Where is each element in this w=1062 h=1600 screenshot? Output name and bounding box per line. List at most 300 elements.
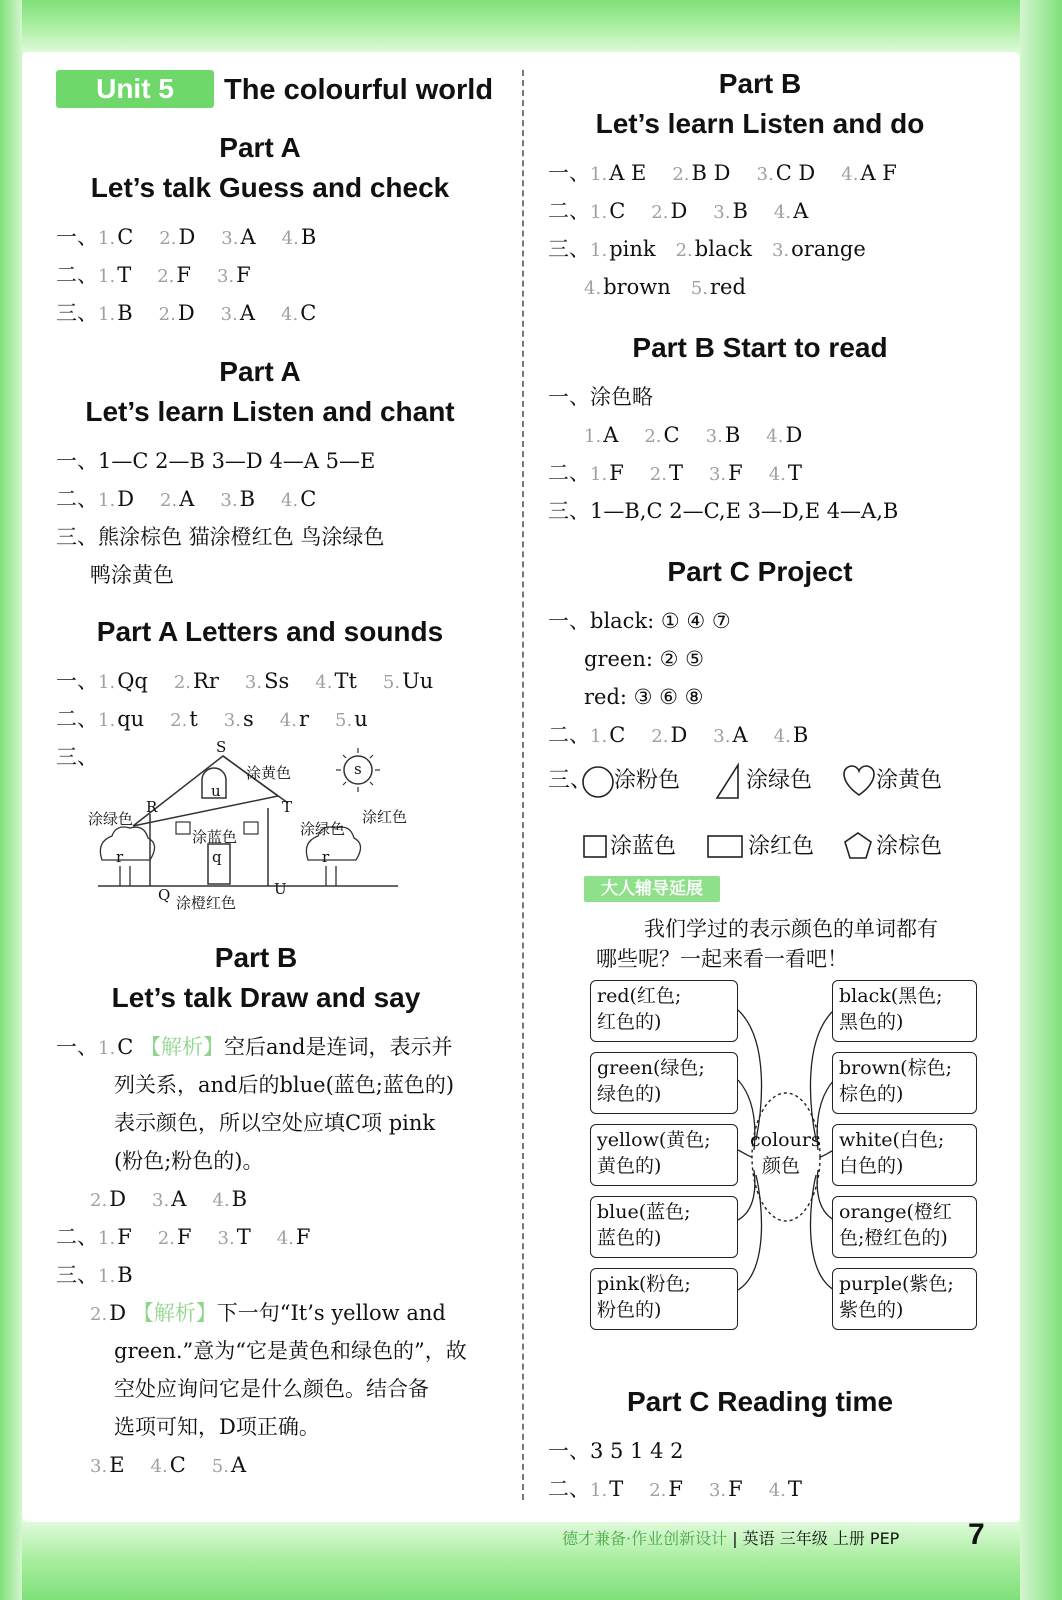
item-number: 4. [276, 1228, 294, 1249]
mindmap-center: 颜色 [762, 1155, 801, 1177]
section-heading: Part C Project [667, 556, 853, 587]
answer-item [221, 225, 255, 249]
item-number: 3. [713, 202, 731, 223]
answer-item [841, 161, 897, 185]
item-number: 1. [98, 304, 116, 325]
item-number: 3. [244, 672, 263, 693]
item-answer: qu [117, 707, 145, 731]
item-number: 2. [651, 726, 669, 747]
item-number: 1. [584, 426, 602, 447]
item-number: 1. [98, 672, 116, 693]
item-answer: A E [609, 161, 647, 185]
answer-line: 表示颜色，所以空处应填C项 pink [114, 1111, 436, 1135]
answer-line: 二、1.T 2.F 3.F [56, 263, 251, 287]
answer-item [706, 423, 741, 447]
item-answer: C [663, 423, 680, 447]
answer-item [769, 461, 802, 485]
item-answer: F [176, 1225, 192, 1249]
shape-color-label: 涂黄色 [876, 768, 943, 793]
picture-label: q [212, 848, 222, 866]
item-answer: T [668, 461, 683, 485]
colour-word-box: brown(棕色; 棕色的) [832, 1052, 977, 1114]
answer-item [170, 707, 198, 731]
answer-line: 三、 [56, 745, 98, 769]
item-number: 4. [281, 228, 299, 249]
answer-line: 一、black: ① ④ ⑦ [548, 609, 731, 633]
section-subheading: Let’s talk Guess and check [90, 172, 450, 203]
item-number: 4. [841, 164, 859, 185]
answer-item [98, 707, 144, 731]
item-number: 1. [98, 1228, 116, 1249]
answer-item [277, 1225, 311, 1249]
item-number: 2. [651, 202, 669, 223]
answer-line: 二、1.qu 2.t 3.s 4.r 5.u [56, 707, 368, 731]
colour-word-box: pink(粉色; 粉色的) [590, 1268, 738, 1330]
item-answer: D [117, 487, 135, 511]
item-answer: A [732, 723, 748, 747]
item-number: 3. [713, 726, 731, 747]
answer-item [713, 723, 747, 747]
picture-label: s [354, 760, 362, 778]
item-answer: T [609, 1477, 624, 1501]
answer-item [691, 275, 746, 299]
item-answer: C [117, 225, 134, 249]
answer-line: red: ③ ⑥ ⑧ [584, 685, 704, 709]
answer-item [218, 1225, 251, 1249]
column-divider [522, 70, 524, 1500]
answer-item [584, 275, 671, 299]
item-answer: D [785, 423, 803, 447]
answer-line: 二、1.F 2.F 3.T 4.F [56, 1225, 311, 1249]
item-number: 3. [756, 164, 774, 185]
answer-line: 一、3 5 1 4 2 [548, 1439, 684, 1463]
answer-item [152, 1187, 186, 1211]
picture-label: 涂红色 [362, 808, 408, 826]
answer-items [590, 199, 808, 223]
shape-color-line: 三、 [548, 768, 593, 793]
item-answer: A [793, 199, 809, 223]
answer-item [98, 225, 133, 249]
answer-item [590, 1477, 623, 1501]
item-answer: D [109, 1187, 127, 1211]
item-answer: Rr [193, 669, 219, 693]
item-number: 1. [98, 710, 116, 731]
answer-line: 二、1.F 2.T 3.F 4.T [548, 461, 802, 485]
answer-item [774, 199, 808, 223]
answer-item [651, 723, 687, 747]
picture-label: r [116, 848, 124, 866]
item-number: 3. [217, 1228, 235, 1249]
picture-label: U [274, 880, 287, 898]
answer-item [590, 723, 625, 747]
answer-item [160, 487, 194, 511]
answer-item [212, 1453, 246, 1477]
item-number: 5. [335, 710, 353, 731]
section-subheading: Let’s talk Draw and say [111, 982, 421, 1013]
item-number: 4. [768, 464, 786, 485]
item-number: 4. [584, 278, 602, 299]
item-answer: A [239, 301, 256, 325]
item-answer: u [354, 707, 368, 731]
answer-line: 一、涂色略 [548, 385, 653, 409]
item-answer: D [178, 225, 196, 249]
answer-item [281, 301, 316, 325]
answer-item [151, 1453, 186, 1477]
answer-item [90, 1453, 125, 1477]
answer-item [590, 461, 624, 485]
answer-items [590, 237, 866, 261]
item-number: 5. [382, 672, 401, 693]
item-answer: D [670, 723, 688, 747]
item-answer: C D [775, 161, 816, 185]
section-heading: Part A [219, 356, 301, 387]
answer-item [590, 237, 656, 261]
item-number: 4. [150, 1456, 168, 1477]
answer-item [157, 263, 191, 287]
shape-color-label: 涂棕色 [876, 834, 943, 859]
answer-item [158, 1225, 192, 1249]
answer-line: 选项可知，D项正确。 [114, 1415, 320, 1439]
colour-word-box: purple(紫色; 紫色的) [832, 1268, 977, 1330]
item-answer: F [728, 1477, 743, 1501]
section-subheading: Let’s learn Listen and do [595, 108, 925, 139]
footer-text: 德才兼备·作业创新设计 | 英语 三年级 上册 PEP [562, 1529, 900, 1548]
answer-item [709, 461, 743, 485]
picture-label: 涂蓝色 [192, 828, 238, 846]
answer-line: 二、1.T 2.F 3.F 4.T [548, 1477, 802, 1501]
item-answer: pink [609, 237, 656, 261]
mindmap-center: colours [750, 1129, 821, 1151]
answer-items [590, 723, 808, 747]
item-number: 3. [152, 1190, 170, 1211]
item-number: 4. [768, 1480, 786, 1501]
colour-word-box: green(绿色; 绿色的) [590, 1052, 738, 1114]
section-heading: Part B [718, 68, 802, 99]
left-border [0, 0, 22, 1600]
item-number: 1. [590, 202, 608, 223]
answer-line: 二、1.D 2.A 3.B 4.C [56, 487, 317, 511]
section-heading: Part A [219, 132, 301, 163]
answer-item [98, 669, 148, 693]
item-number: 2. [159, 228, 177, 249]
item-number: 2. [675, 240, 693, 261]
item-answer: D [177, 301, 195, 325]
item-answer: s [242, 707, 254, 731]
item-answer: A [603, 423, 619, 447]
item-answer: C [609, 199, 626, 223]
unit-title: The colourful world [224, 74, 494, 106]
item-answer: B [239, 487, 256, 511]
item-number: 5. [690, 278, 708, 299]
item-number: 2. [157, 1228, 175, 1249]
item-number: 3. [223, 710, 241, 731]
item-number: 1. [590, 726, 608, 747]
answer-items [90, 1453, 246, 1477]
item-number: 3. [90, 1456, 108, 1477]
answer-item [98, 487, 134, 511]
answer-line: (粉色;粉色的)。 [114, 1149, 264, 1173]
heart-shape-icon [842, 764, 876, 800]
answer-item [90, 1187, 126, 1211]
item-answer: T [117, 263, 132, 287]
answer-item [315, 669, 357, 693]
page-number: 7 [968, 1518, 985, 1551]
item-answer: F [176, 263, 191, 287]
answer-item [98, 301, 133, 325]
answer-item [584, 423, 618, 447]
item-answer: black [694, 237, 752, 261]
item-answer: A [230, 1453, 247, 1477]
item-answer: A F [860, 161, 897, 185]
item-answer: C [169, 1453, 186, 1477]
picture-label: 涂黄色 [246, 764, 292, 782]
item-answer: C [300, 487, 317, 511]
answer-item [174, 669, 219, 693]
answer-line: 三、1.pink 2.black 3.orange [548, 237, 866, 261]
item-answer: orange [791, 237, 866, 261]
picture-label: r [322, 848, 330, 866]
answer-item [221, 301, 255, 325]
parent-guide-banner: 大人辅导延展 [584, 876, 720, 902]
answer-item [224, 707, 254, 731]
picture-label: Q [158, 886, 171, 904]
item-answer: C [609, 723, 626, 747]
right-border [1020, 0, 1062, 1600]
answer-item [590, 161, 646, 185]
answer-item [282, 225, 317, 249]
answer-items [584, 275, 746, 299]
colour-word-box: white(白色; 白色的) [832, 1124, 977, 1186]
answer-line: 三、1.B [56, 1263, 133, 1287]
shape-color-label: 涂红色 [748, 834, 815, 859]
picture-label: 涂绿色 [300, 820, 346, 838]
answer-item [676, 237, 752, 261]
picture-label: u [211, 782, 221, 800]
item-answer: A [179, 487, 195, 511]
answer-line: green: ② ⑤ [584, 647, 704, 671]
item-answer: B [792, 723, 809, 747]
item-answer: Qq [117, 669, 148, 693]
answer-item [217, 263, 251, 287]
shape-color-label: 涂蓝色 [610, 834, 677, 859]
item-answer: F [117, 1225, 132, 1249]
item-answer: F [668, 1477, 683, 1501]
colour-word-box: yellow(黄色; 黄色的) [590, 1124, 738, 1186]
answer-item [98, 263, 131, 287]
answer-line: 三、1.B 2.D 3.A 4.C [56, 301, 317, 325]
item-answer: B [117, 301, 133, 325]
answer-line: 一、1.C 2.D 3.A 4.B [56, 225, 317, 249]
answer-item [769, 1477, 802, 1501]
item-number: 3. [708, 1480, 727, 1501]
item-number: 3. [708, 464, 727, 485]
item-answer: brown [603, 275, 671, 299]
answer-item [281, 487, 316, 511]
answer-line: 三、熊涂棕色 猫涂橙红色 鸟涂绿色 [56, 525, 385, 549]
picture-label: S [216, 738, 227, 756]
item-number: 1. [98, 266, 116, 287]
item-number: 4. [281, 490, 299, 511]
answer-item [590, 199, 625, 223]
picture-label: 涂橙红色 [176, 894, 237, 912]
answer-line: green.”意为“它是黄色和绿色的”，故 [114, 1339, 467, 1363]
item-number: 4. [773, 202, 792, 223]
item-answer: F [728, 461, 743, 485]
section-heading: Part C Reading time [626, 1386, 894, 1417]
answer-line: 三、1—B,C 2—C,E 3—D,E 4—A,B [548, 499, 899, 523]
answer-item [245, 669, 289, 693]
item-number: 2. [649, 1480, 667, 1501]
answer-line: 一、1.C 【解析】空后and是连词，表示并 [56, 1035, 453, 1059]
top-border [0, 0, 1062, 56]
item-answer: Uu [402, 669, 434, 693]
answer-line: 空处应询问它是什么颜色。结合备 [114, 1377, 429, 1401]
answer-item [766, 423, 802, 447]
answer-item [709, 1477, 743, 1501]
item-number: 1. [590, 164, 608, 185]
item-number: 3. [220, 490, 238, 511]
answer-items [590, 1477, 802, 1501]
item-answer: D [670, 199, 688, 223]
bottom-border [0, 1518, 1062, 1600]
item-number: 2. [157, 266, 175, 287]
item-answer: Ss [264, 669, 290, 693]
picture-label: T [282, 798, 293, 816]
item-number: 1. [590, 240, 608, 261]
answer-item [672, 161, 730, 185]
item-answer: t [189, 707, 198, 731]
item-answer: T [787, 461, 802, 485]
answer-line: 二、1.C 2.D 3.A 4.B [548, 723, 809, 747]
unit-badge: Unit 5 [56, 70, 214, 108]
item-answer: A [240, 225, 256, 249]
section-subheading: Let’s learn Listen and chant [85, 396, 455, 427]
answer-item [159, 301, 195, 325]
analysis-tag: 【解析】 [132, 1301, 217, 1325]
item-answer: F [609, 461, 624, 485]
answer-item [220, 487, 255, 511]
answer-line [90, 1450, 246, 1482]
item-answer: red [710, 275, 746, 299]
answer-item [644, 423, 679, 447]
item-number: 5. [211, 1456, 229, 1477]
answer-items [98, 707, 368, 731]
answer-line [584, 420, 802, 452]
answer-items [90, 1187, 247, 1211]
answer-line [584, 272, 746, 304]
answer-item [713, 199, 748, 223]
answer-items [584, 423, 802, 447]
item-answer: B [231, 1187, 248, 1211]
item-answer: T [787, 1477, 802, 1501]
item-answer: B [732, 199, 748, 223]
item-number: 2. [170, 710, 188, 731]
item-answer: B [300, 225, 317, 249]
item-number: 4. [279, 710, 297, 731]
item-number: 2. [672, 164, 690, 185]
item-answer: F [236, 263, 251, 287]
item-answer: E [109, 1453, 125, 1477]
item-number: 1. [590, 464, 608, 485]
answer-items [98, 301, 316, 325]
answer-line: 二、1.C 2.D 3.B 4.A [548, 199, 809, 223]
item-answer: T [236, 1225, 251, 1249]
picture-label: 涂绿色 [88, 810, 134, 828]
answer-items [98, 487, 316, 511]
item-answer: C [300, 301, 317, 325]
analysis-tag: 【解析】 [139, 1035, 224, 1059]
shape-color-label: 涂绿色 [746, 768, 813, 793]
item-number: 3. [216, 266, 235, 287]
answer-item [212, 1187, 247, 1211]
item-answer: B D [691, 161, 731, 185]
intro-text: 哪些呢？一起来看一看吧！ [596, 947, 848, 971]
answer-item [280, 707, 309, 731]
pentagon-shape-icon [842, 830, 874, 862]
answer-items [98, 669, 433, 693]
colour-word-box: black(黑色; 黑色的) [832, 980, 977, 1042]
answer-line [90, 1184, 247, 1216]
item-number: 1. [98, 490, 116, 511]
shape-color-label: 涂粉色 [614, 768, 681, 793]
item-number: 2. [649, 464, 667, 485]
item-number: 2. [644, 426, 662, 447]
triangle-shape-icon [714, 762, 744, 802]
item-answer: r [298, 707, 309, 731]
section-heading: Part B Start to read [632, 332, 888, 363]
colour-word-box: blue(蓝色; 蓝色的) [590, 1196, 738, 1258]
item-number: 2. [158, 304, 176, 325]
answer-line: 一、1.Qq 2.Rr 3.Ss 4.Tt 5.Uu [56, 669, 434, 693]
answer-item [649, 1477, 683, 1501]
item-number: 1. [98, 228, 116, 249]
answer-items [590, 161, 897, 185]
item-number: 3. [705, 426, 723, 447]
answer-item [757, 161, 816, 185]
item-number: 4. [212, 1190, 230, 1211]
answer-items [98, 263, 251, 287]
colour-word-box: red(红色; 红色的) [590, 980, 738, 1042]
item-answer: Tt [334, 669, 357, 693]
answer-line: 列关系，and后的blue(蓝色;蓝色的) [114, 1073, 455, 1097]
answer-line: 一、1—C 2—B 3—D 4—A 5—E [56, 449, 376, 473]
square-shape-icon [582, 834, 610, 860]
colour-word-box: orange(橙红 色;橙红色的) [832, 1196, 977, 1258]
item-number: 4. [315, 672, 333, 693]
answer-items [98, 1225, 311, 1249]
picture-label: R [146, 798, 158, 816]
rectangle-shape-icon [706, 834, 746, 860]
answer-items [590, 461, 802, 485]
answer-item [383, 669, 433, 693]
answer-line: 2.D 【解析】下一句“It’s yellow and [90, 1301, 446, 1325]
answer-item [159, 225, 195, 249]
section-heading: Part A Letters and sounds [96, 616, 444, 647]
answer-item [335, 707, 368, 731]
item-number: 2. [160, 490, 178, 511]
item-number: 3. [220, 304, 238, 325]
answer-line: 鸭涂黄色 [90, 563, 174, 587]
item-number: 4. [281, 304, 299, 325]
item-answer: F [295, 1225, 311, 1249]
answer-item [772, 237, 866, 261]
section-heading: Part B [214, 942, 298, 973]
answer-item [651, 199, 687, 223]
answer-items [98, 225, 316, 249]
answer-line: 一、1.A E 2.B D 3.C D 4.A F [548, 161, 897, 185]
item-answer: B [724, 423, 741, 447]
item-number: 3. [221, 228, 239, 249]
